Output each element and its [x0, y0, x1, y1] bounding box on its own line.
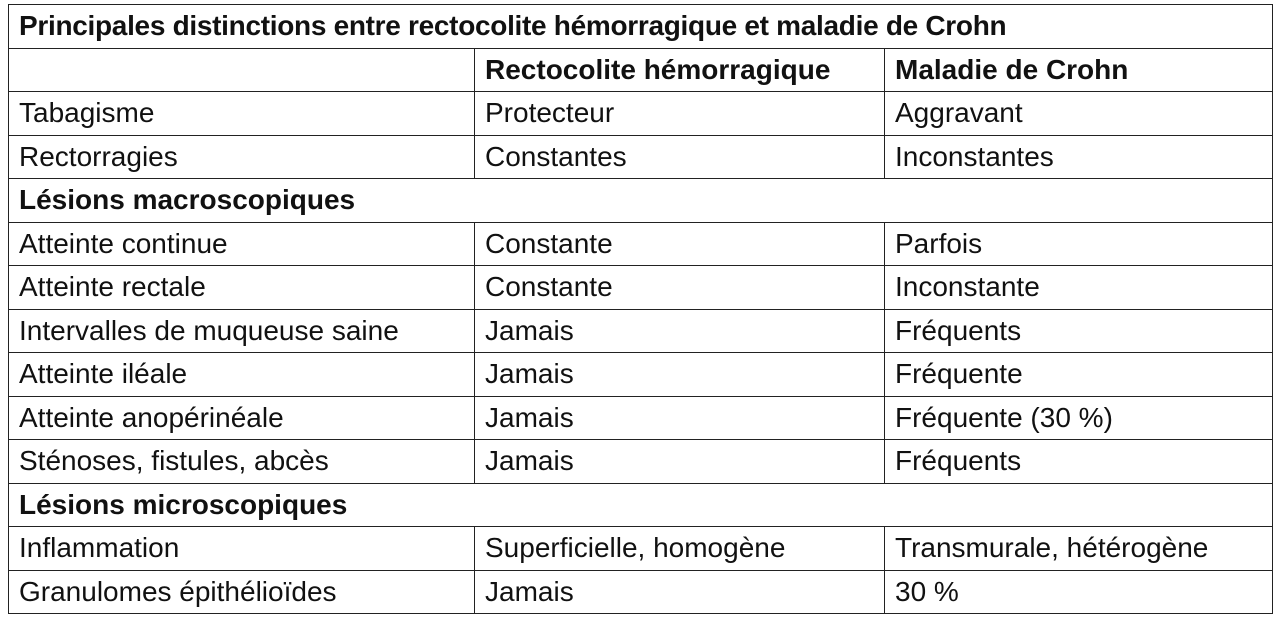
header-crohn: Maladie de Crohn — [885, 48, 1273, 92]
crohn-value: Inconstante — [885, 266, 1273, 310]
rch-value: Constantes — [475, 135, 885, 179]
rch-value: Jamais — [475, 440, 885, 484]
row-label: Atteinte iléale — [9, 353, 475, 397]
crohn-value: Fréquents — [885, 440, 1273, 484]
crohn-value: Parfois — [885, 222, 1273, 266]
rch-value: Protecteur — [475, 92, 885, 136]
table-row — [9, 353, 1273, 397]
table-row — [9, 266, 1273, 310]
table-title: Principales distinctions entre rectocolite hémorragique et maladie de Crohn — [9, 5, 1273, 49]
row-label: Sténoses, fistules, abcès — [9, 440, 475, 484]
crohn-value: Fréquente (30 %) — [885, 396, 1273, 440]
table-row — [9, 527, 1273, 571]
table-row — [9, 570, 1273, 614]
rch-value: Superficielle, homogène — [475, 527, 885, 571]
row-label: Atteinte rectale — [9, 266, 475, 310]
rch-value: Jamais — [475, 396, 885, 440]
header-rch: Rectocolite hémorragique — [475, 48, 885, 92]
row-label: Rectorragies — [9, 135, 475, 179]
row-label: Tabagisme — [9, 92, 475, 136]
crohn-value: Fréquents — [885, 309, 1273, 353]
header-empty-cell — [9, 48, 475, 92]
row-label: Granulomes épithélioïdes — [9, 570, 475, 614]
crohn-value: Transmurale, hétérogène — [885, 527, 1273, 571]
rch-value: Jamais — [475, 353, 885, 397]
crohn-value: Fréquente — [885, 353, 1273, 397]
table-row — [9, 440, 1273, 484]
section-row-micro — [9, 483, 1273, 527]
table-row — [9, 396, 1273, 440]
table-row — [9, 135, 1273, 179]
row-label: Atteinte anopérinéale — [9, 396, 475, 440]
comparison-table — [8, 4, 1273, 614]
crohn-value: Aggravant — [885, 92, 1273, 136]
section-heading-macro: Lésions macroscopiques — [9, 179, 1273, 223]
rch-value: Constante — [475, 222, 885, 266]
table-row — [9, 222, 1273, 266]
section-row-macro — [9, 179, 1273, 223]
table-row — [9, 92, 1273, 136]
crohn-value: Inconstantes — [885, 135, 1273, 179]
table-row — [9, 309, 1273, 353]
column-header-row — [9, 48, 1273, 92]
crohn-value: 30 % — [885, 570, 1273, 614]
rch-value: Jamais — [475, 570, 885, 614]
title-row — [9, 5, 1273, 49]
rch-value: Jamais — [475, 309, 885, 353]
row-label: Inflammation — [9, 527, 475, 571]
row-label: Intervalles de muqueuse saine — [9, 309, 475, 353]
row-label: Atteinte continue — [9, 222, 475, 266]
section-heading-micro: Lésions microscopiques — [9, 483, 1273, 527]
rch-value: Constante — [475, 266, 885, 310]
